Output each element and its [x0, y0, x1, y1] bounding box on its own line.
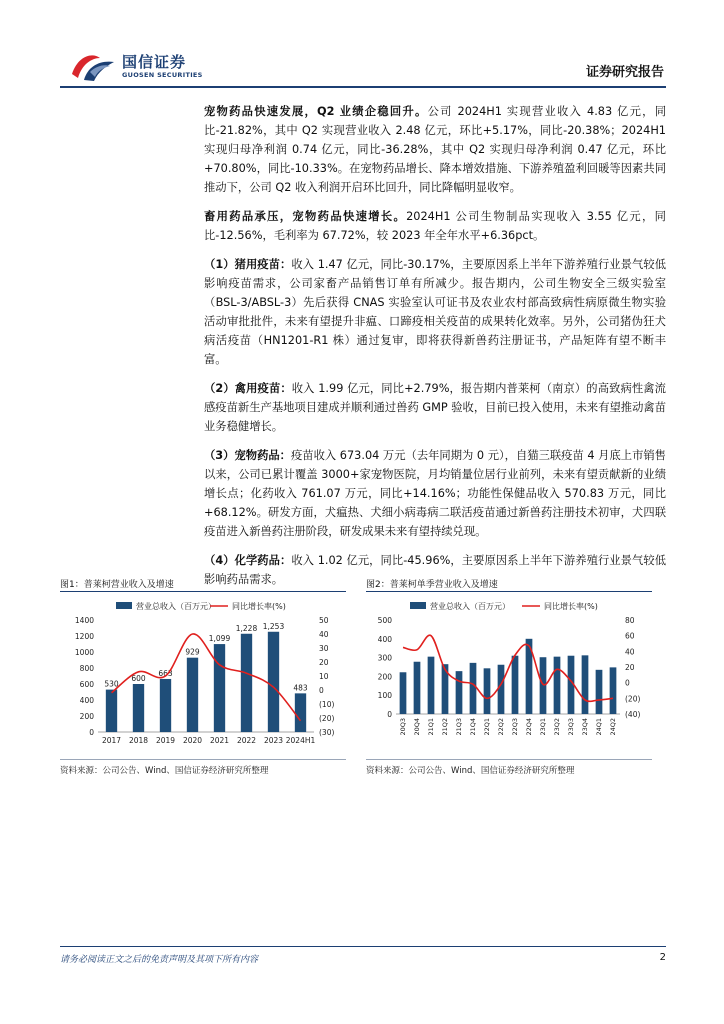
x-axis-tick-label: 22Q3	[511, 718, 519, 736]
left-axis-tick-label: 1200	[74, 632, 94, 641]
left-axis-tick-label: 1400	[74, 616, 94, 625]
paragraph-heading: （3）宠物药品：	[204, 449, 291, 462]
figure-source: 资料来源：公司公告、Wind、国信证券经济研究所整理	[366, 766, 575, 776]
x-axis-tick-label: 22Q1	[483, 718, 491, 736]
revenue-bar	[241, 634, 252, 732]
right-axis-tick-label: 80	[625, 616, 635, 625]
revenue-bar	[610, 667, 617, 714]
logo-chinese-text: 国信证券	[122, 53, 187, 71]
revenue-bar	[470, 663, 477, 714]
revenue-bar	[498, 665, 505, 714]
bar-data-label: 600	[131, 674, 146, 683]
x-axis-tick-label: 2019	[155, 736, 176, 745]
x-axis-tick-label: 21Q1	[427, 718, 435, 736]
x-axis-tick-label: 2021	[209, 736, 230, 745]
paragraph-text: 2024H1 公司生物制品实现收入 3.55 亿元，同比-12.56%，毛利率为 67.72%，较 2023 年全年水平+6.36pct。	[204, 210, 666, 242]
right-axis-tick-label: 40	[319, 630, 329, 639]
paragraph-text: 收入 1.47 亿元，同比-30.17%，主要原因系上半年下游养殖行业景气较低影响疫苗需求，公司家畜产品销售订单有所减少。报告期内，公司生物安全三级实验室（BSL-3/ABSL-3）先后获得 CNAS 实验室认可证书及农业农村部高致病性病原微生物实验活动审批批件，未来有望提升非瘟、口蹄疫相关疫苗的成果转化效率。另外，公司猪伪狂犬病活疫苗（HN1201-R1 株）通过复审，即将获得新兽药注册证书，产品矩阵有望不断丰富。	[204, 258, 666, 366]
x-axis-tick-label: 2024H1	[285, 736, 316, 745]
revenue-bar	[106, 690, 117, 732]
left-axis-tick-label: 200	[377, 672, 392, 682]
x-axis-tick-label: 2023	[263, 736, 284, 745]
revenue-bar	[414, 662, 421, 714]
footer-divider	[60, 946, 666, 947]
logo-english-text: GUOSEN SECURITIES	[122, 71, 203, 79]
quarterly-revenue-chart	[366, 598, 652, 756]
paragraph-heading: （4）化学药品：	[204, 554, 292, 567]
revenue-bar	[268, 632, 279, 732]
left-axis-tick-label: 0	[387, 710, 392, 719]
x-axis-tick-label: 21Q2	[441, 718, 449, 736]
right-axis-tick-label: 20	[319, 658, 329, 667]
revenue-bar	[540, 657, 547, 714]
left-axis-tick-label: 500	[377, 616, 392, 625]
x-axis-tick-label: 24Q2	[609, 718, 617, 736]
annual-revenue-chart	[60, 598, 346, 756]
x-axis-tick-label: 21Q3	[455, 718, 463, 736]
paragraph-text: 公司 2024H1 实现营业收入 4.83 亿元，同比-21.82%，其中 Q2 实现营业收入 2.48 亿元，环比+5.17%，同比-20.38%；2024H1 实现归母净利润 0.74 亿元，同比-36.28%，其中 Q2 实现归母净利润 0.47 亿元，环比+70.80%，同比-10.33%。在宠物药品增长、降本增效措施、下游养殖盈利回暖等因素共同推动下，公司 Q2 收入利润开启环比回升，同比降幅明显收窄。	[204, 105, 666, 194]
paragraph-heading: 畜用药品承压，宠物药品快速增长。	[204, 210, 407, 223]
right-axis-tick-label: 40	[625, 647, 635, 657]
revenue-bar	[512, 656, 519, 714]
left-axis-tick-label: 600	[79, 680, 94, 689]
left-axis-tick-label: 400	[377, 634, 392, 644]
bar-data-label: 483	[293, 683, 308, 693]
paragraph-segment-overview	[204, 207, 666, 245]
x-axis-tick-label: 23Q1	[539, 718, 547, 736]
growth-rate-line	[403, 635, 613, 701]
left-axis-tick-label: 300	[377, 653, 392, 663]
right-axis-tick-label: 50	[319, 616, 329, 625]
legend-line-label: 同比增长率(%)	[544, 602, 598, 611]
guosen-logo	[70, 48, 230, 84]
revenue-bar	[400, 672, 407, 714]
figure-title: 图2：普莱柯单季营业收入及增速	[366, 578, 652, 592]
revenue-bar	[187, 658, 198, 732]
x-axis-tick-label: 2017	[101, 736, 122, 745]
revenue-bar	[596, 670, 603, 714]
legend-bar-swatch	[410, 602, 426, 609]
revenue-bar	[133, 684, 144, 732]
left-axis-tick-label: 800	[79, 664, 94, 673]
guosen-logo-icon	[70, 50, 116, 82]
x-axis-tick-label: 23Q4	[581, 718, 589, 736]
paragraph-swine-vaccine	[204, 255, 666, 369]
right-axis-tick-label: (20)	[319, 714, 335, 723]
paragraph-text: 疫苗收入 673.04 万元（去年同期为 0 元），自猫三联疫苗 4 月底上市销售以来，公司已累计覆盖 3000+家宠物医院，月均销量位居行业前列，未来有望贡献新的业绩增长点；化药收入 761.07 万元，同比+14.16%；功能性保健品收入 570.83 万元，同比+68.12%。研发方面，犬瘟热、犬细小病毒病二联活疫苗通过新兽药注册技术初审，犬四联疫苗进入新兽药注册阶段，研发成果未来有望持续兑现。	[204, 449, 666, 538]
legend-bar-label: 营业总收入（百万元）	[136, 602, 216, 611]
x-axis-tick-label: 2022	[236, 736, 257, 745]
bar-data-label: 663	[158, 668, 173, 678]
revenue-bar	[428, 657, 435, 714]
paragraph-text: 收入 1.02 亿元，同比-45.96%，主要原因系上半年下游养殖行业景气较低影响药品需求。	[204, 554, 666, 586]
legend-line-label: 同比增长率(%)	[232, 602, 286, 611]
left-axis-tick-label: 0	[89, 728, 94, 737]
revenue-bar	[484, 668, 491, 714]
paragraph-heading: （1）猪用疫苗：	[204, 258, 292, 271]
left-axis-tick-label: 400	[79, 696, 94, 705]
right-axis-tick-label: (30)	[319, 728, 335, 737]
bar-data-label: 1,099	[208, 634, 231, 644]
bar-data-label: 1,253	[262, 621, 285, 631]
x-axis-tick-label: 2020	[182, 736, 203, 745]
figure-quarterly-revenue	[366, 578, 652, 778]
revenue-bar	[295, 693, 306, 732]
bar-data-label: 929	[185, 647, 200, 657]
legend-bar-swatch	[116, 602, 132, 609]
figure-source: 资料来源：公司公告、Wind、国信证券经济研究所整理	[60, 766, 269, 776]
x-axis-tick-label: 20Q4	[413, 718, 421, 736]
figure-bottom-divider	[60, 759, 346, 760]
right-axis-tick-label: 10	[319, 672, 329, 681]
paragraph-heading: 宠物药品快速发展，Q2 业绩企稳回升。	[204, 105, 428, 118]
footer-disclaimer: 请务必阅读正文之后的免责声明及其项下所有内容	[60, 955, 259, 965]
x-axis-tick-label: 24Q1	[595, 718, 603, 736]
x-axis-tick-label: 20Q3	[399, 718, 407, 736]
page-number: 2	[659, 952, 666, 963]
right-axis-tick-label: 20	[625, 663, 635, 672]
figure-title: 图1：普莱柯营业收入及增速	[60, 578, 346, 592]
revenue-bar	[160, 679, 171, 732]
right-axis-tick-label: (40)	[625, 710, 641, 719]
header-divider	[60, 86, 666, 88]
right-axis-tick-label: (20)	[625, 694, 641, 704]
left-axis-tick-label: 200	[79, 712, 94, 721]
x-axis-tick-label: 2018	[128, 736, 149, 745]
page-header	[60, 48, 666, 86]
bar-data-label: 1,228	[235, 623, 258, 633]
x-axis-tick-label: 23Q3	[567, 718, 575, 736]
x-axis-tick-label: 21Q4	[469, 718, 477, 736]
right-axis-tick-label: 0	[625, 678, 630, 688]
paragraph-poultry-vaccine	[204, 379, 666, 436]
paragraph-heading: （2）禽用疫苗：	[204, 382, 292, 395]
x-axis-tick-label: 23Q2	[553, 718, 561, 736]
right-axis-tick-label: (10)	[319, 700, 335, 709]
left-axis-tick-label: 1000	[74, 648, 94, 657]
paragraph-q2-performance	[204, 102, 666, 197]
body-content	[204, 102, 666, 599]
legend-bar-label: 营业总收入（百万元）	[430, 602, 510, 611]
left-axis-tick-label: 100	[377, 691, 392, 701]
right-axis-tick-label: 30	[319, 644, 329, 653]
report-type-title: 证券研究报告	[585, 65, 664, 80]
paragraph-text: 收入 1.99 亿元，同比+2.79%，报告期内普莱柯（南京）的高致病性禽流感疫苗新生产基地项目建成并顺利通过兽药 GMP 验收，目前已投入使用，未来有望推动禽苗业务稳健增长。	[204, 382, 666, 433]
revenue-bar	[214, 644, 225, 732]
right-axis-tick-label: 0	[319, 686, 324, 695]
revenue-bar	[554, 657, 561, 714]
revenue-bar	[456, 671, 463, 714]
right-axis-tick-label: 60	[625, 631, 635, 641]
figure-annual-revenue	[60, 578, 346, 778]
x-axis-tick-label: 22Q2	[497, 718, 505, 736]
paragraph-pet-medicine	[204, 446, 666, 541]
bar-data-label: 530	[104, 679, 119, 689]
x-axis-tick-label: 22Q4	[525, 718, 533, 736]
revenue-bar	[582, 655, 589, 714]
figure-bottom-divider	[366, 759, 652, 760]
